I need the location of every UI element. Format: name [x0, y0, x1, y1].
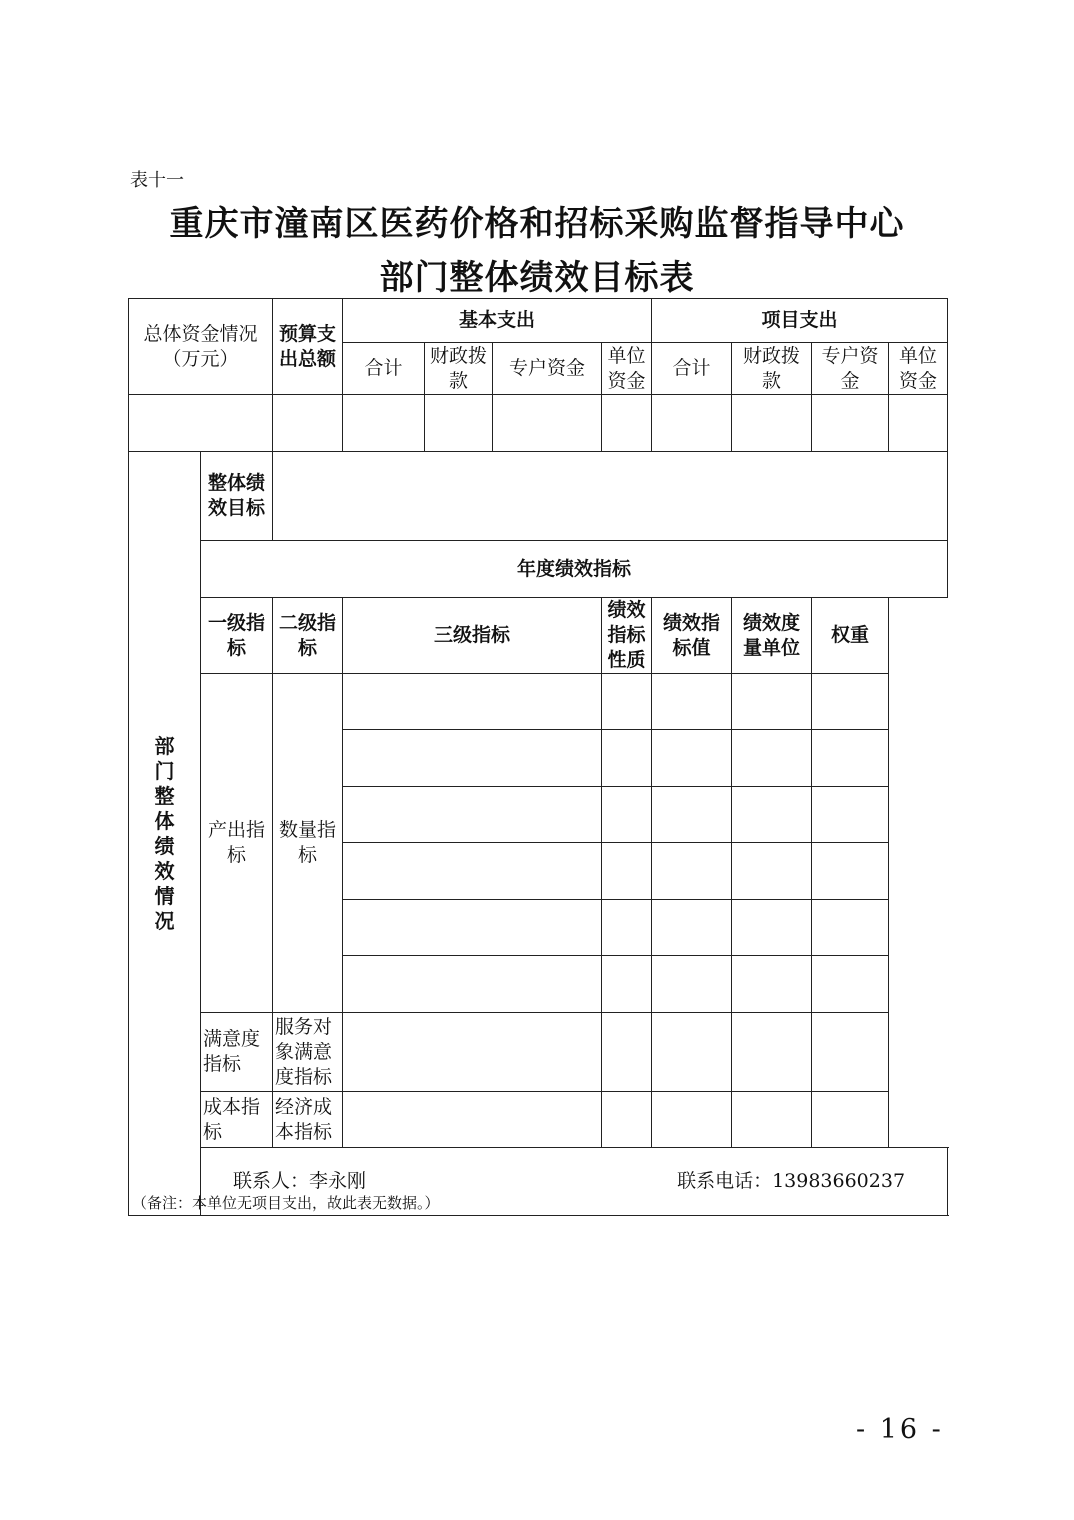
project-subtotal-header: 合计	[652, 343, 732, 395]
basic-fiscal-header: 财政拨款	[425, 343, 493, 395]
table-row	[129, 674, 948, 730]
table-row	[129, 1092, 948, 1148]
page-title: 重庆市潼南区医药价格和招标采购监督指导中心	[169, 204, 905, 244]
project-fiscal-header: 财政拨款	[732, 343, 812, 395]
satisfaction-level2: 服务对象满意度指标	[273, 1013, 343, 1092]
overall-goal-value	[273, 452, 948, 541]
output-level1: 产出指标	[201, 674, 273, 1013]
overall-goal-label: 整体绩效目标	[201, 452, 273, 541]
project-special-header: 专户资金	[812, 343, 889, 395]
section-label: 部 门 整 体 绩 效 情 况	[129, 452, 201, 1216]
annual-indicators-header: 年度绩效指标	[201, 541, 948, 598]
page-number: - 16 -	[856, 1414, 944, 1445]
funds-cell	[493, 395, 602, 452]
project-unit-header: 单位资金	[889, 343, 948, 395]
nature-header: 绩效指标性质	[602, 598, 652, 674]
level3-header: 三级指标	[343, 598, 602, 674]
funds-cell	[425, 395, 493, 452]
funds-cell	[602, 395, 652, 452]
funds-cell	[343, 395, 425, 452]
funds-cell	[273, 395, 343, 452]
basic-subtotal-header: 合计	[343, 343, 425, 395]
unit-header: 绩效度量单位	[732, 598, 812, 674]
level2-header: 二级指标	[273, 598, 343, 674]
funds-cell	[812, 395, 889, 452]
basic-expenditure-header: 基本支出	[343, 299, 652, 343]
cost-level1: 成本指标	[201, 1092, 273, 1148]
funds-cell	[652, 395, 732, 452]
table-row	[129, 1013, 948, 1092]
contact-person: 联系人：李永刚	[233, 1170, 367, 1192]
project-expenditure-header: 项目支出	[652, 299, 948, 343]
performance-target-table	[128, 298, 948, 1216]
footnote: （备注：本单位无项目支出，故此表无数据。）	[132, 1194, 440, 1212]
satisfaction-level1: 满意度指标	[201, 1013, 273, 1092]
contact-phone: 联系电话：13983660237	[677, 1170, 906, 1192]
funds-cell	[732, 395, 812, 452]
funds-cell	[889, 395, 948, 452]
level1-header: 一级指标	[201, 598, 273, 674]
funds-label-continued	[129, 395, 273, 452]
basic-special-header: 专户资金	[493, 343, 602, 395]
cost-level2: 经济成本指标	[273, 1092, 343, 1148]
basic-unit-header: 单位资金	[602, 343, 652, 395]
page-subtitle: 部门整体绩效目标表	[379, 258, 695, 298]
budget-total-header: 预算支出总额	[273, 299, 343, 395]
funds-row-label: 总体资金情况 （万元）	[129, 299, 273, 395]
weight-header: 权重	[812, 598, 889, 674]
value-header: 绩效指标值	[652, 598, 732, 674]
output-level2: 数量指标	[273, 674, 343, 1013]
funds-values-row	[129, 395, 948, 452]
table-label: 表十一	[130, 170, 184, 191]
